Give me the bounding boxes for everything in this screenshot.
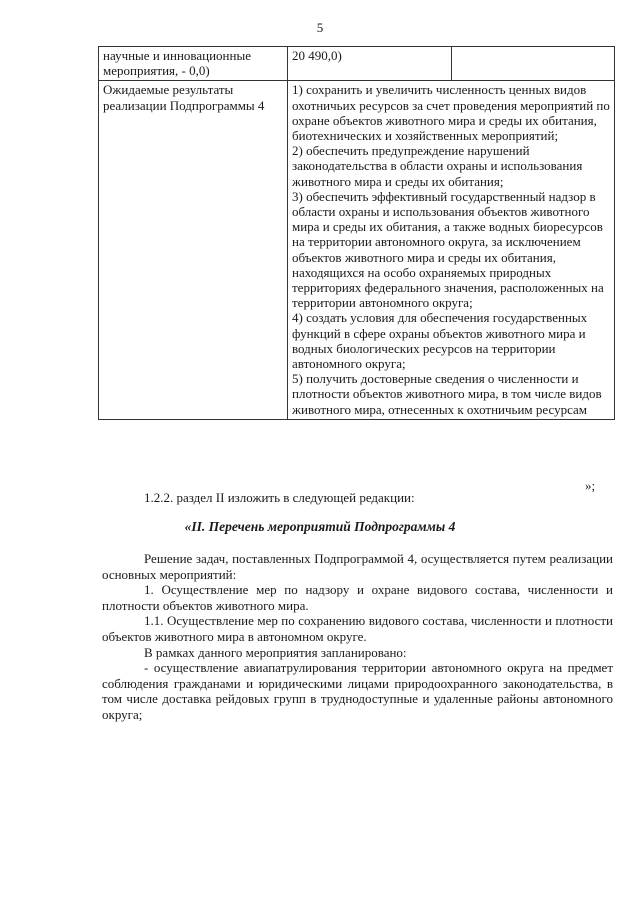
closing-quote: »; bbox=[585, 478, 596, 493]
expected-results-cell bbox=[288, 81, 615, 419]
result-item: 4) создать условия для обеспечения государственных функций в сфере охраны объектов животного мира и водных биологических ресурсов на территории автономного округа; bbox=[292, 310, 588, 372]
row-value: 20 490,0) bbox=[288, 47, 452, 81]
row-label: Ожидаемые результаты реализации Подпрограммы 4 bbox=[99, 81, 288, 419]
paragraph: - осуществление авиапатрулирования территории автономного округа на предмет соблюдения гражданами и юридическими лицами природоохранного законодательства, в том числе доставка рейдовых групп в труднодоступные и удаленные районы автономного округа; bbox=[102, 660, 613, 722]
section-body bbox=[102, 551, 613, 723]
result-item: 2) обеспечить предупреждение нарушений законодательства в области охраны и использования животного мира и среды их обитания; bbox=[292, 143, 583, 189]
row-label: научные и инновационные мероприятия, - 0,0) bbox=[99, 47, 288, 81]
amendment-instruction: 1.2.2. раздел II изложить в следующей редакции: bbox=[144, 490, 415, 505]
result-item: 1) сохранить и увеличить численность ценных видов охотничьих ресурсов за счет проведения мероприятий по охране объектов животного мира и среды их обитания, биотехнических и хозяйственных мероприятий; bbox=[292, 82, 610, 144]
paragraph: В рамках данного мероприятия запланировано: bbox=[144, 644, 407, 660]
paragraph: 1. Осуществление мер по надзору и охране видового состава, численности и плотности объектов животного мира. bbox=[102, 582, 613, 613]
subprogram-passport-table bbox=[98, 46, 615, 420]
page-number: 5 bbox=[316, 20, 324, 35]
table-row bbox=[99, 47, 615, 81]
table-row bbox=[99, 81, 615, 419]
section-title: «II. Перечень мероприятий Подпрограммы 4 bbox=[184, 519, 456, 534]
result-item: 5) получить достоверные сведения о численности и плотности объектов животного мира, в том числе видов животного мира, отнесенных к охотничьим ресурсам bbox=[292, 371, 602, 417]
empty-cell bbox=[452, 47, 615, 81]
result-item: 3) обеспечить эффективный государственный надзор в области охраны и использования объектов животного мира и среды их обитания, а также водных биоресурсов на территории автономного округа, за исключением объектов животного мира и среды их обитания, находящихся на особо охраняемых природных территориях федерального значения, расположенных на территории автономного округа; bbox=[292, 188, 604, 311]
paragraph: 1.1. Осуществление мер по сохранению видового состава, численности и плотности объектов животного мира в автономном округе. bbox=[102, 613, 613, 644]
paragraph: Решение задач, поставленных Подпрограммой 4, осуществляется путем реализации основных мероприятий: bbox=[102, 551, 613, 582]
